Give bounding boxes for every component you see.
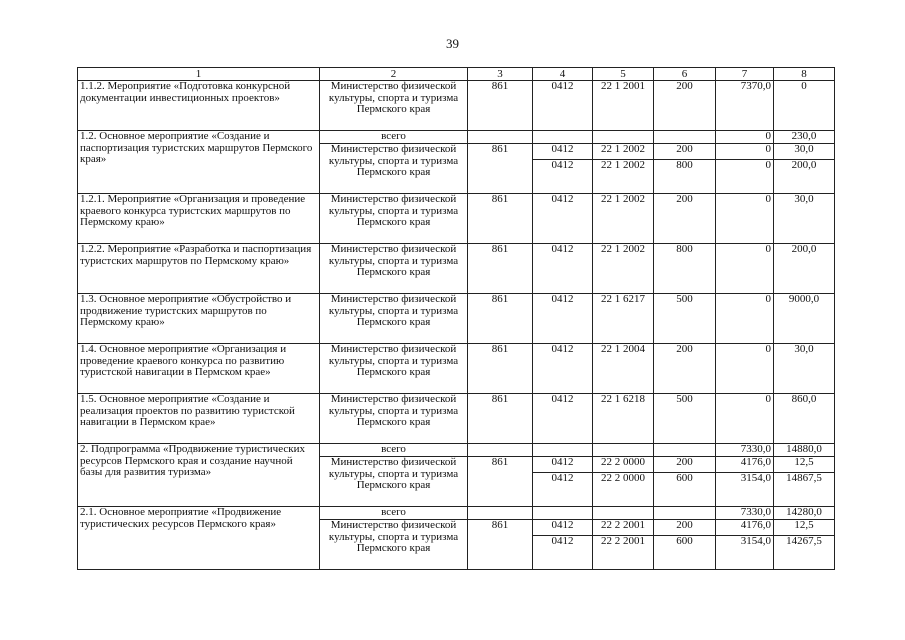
cell-c8: 9000,0	[774, 294, 835, 344]
executor-name: Министерство физической культуры, спорта и туризма Пермского края	[320, 520, 468, 570]
cell-c4: 0412	[533, 536, 593, 570]
cell-c7: 3154,0	[716, 473, 774, 507]
column-header: 2	[320, 68, 468, 81]
budget-table	[77, 67, 835, 570]
executor-name: Министерство физической культуры, спорта и туризма Пермского края	[320, 344, 468, 394]
cell-c5: 22 2 0000	[593, 473, 654, 507]
cell-c4: 0412	[533, 344, 593, 394]
activity-name: 1.2.1. Мероприятие «Организация и проведение краевого конкурса туристских маршрутов по Пермскому краю»	[78, 194, 320, 244]
cell-empty	[593, 131, 654, 144]
cell-c4: 0412	[533, 457, 593, 473]
cell-c6: 200	[654, 194, 716, 244]
cell-c7: 7370,0	[716, 81, 774, 131]
cell-c8: 230,0	[774, 131, 835, 144]
cell-c5: 22 1 2004	[593, 344, 654, 394]
cell-empty	[654, 131, 716, 144]
cell-c6: 200	[654, 81, 716, 131]
cell-c3: 861	[468, 81, 533, 131]
cell-c8: 12,5	[774, 457, 835, 473]
table-row-total	[78, 444, 835, 457]
cell-c4: 0412	[533, 144, 593, 160]
cell-c5: 22 1 2002	[593, 144, 654, 160]
cell-c8: 14867,5	[774, 473, 835, 507]
cell-empty	[468, 444, 533, 457]
cell-c8: 200,0	[774, 160, 835, 194]
cell-empty	[533, 131, 593, 144]
cell-empty	[654, 444, 716, 457]
cell-c3: 861	[468, 344, 533, 394]
executor-name: Министерство физической культуры, спорта и туризма Пермского края	[320, 194, 468, 244]
cell-c6: 200	[654, 457, 716, 473]
cell-c8: 30,0	[774, 344, 835, 394]
cell-c3: 861	[468, 244, 533, 294]
table-row	[78, 344, 835, 394]
cell-c4: 0412	[533, 244, 593, 294]
cell-c7: 7330,0	[716, 444, 774, 457]
page-number: 39	[446, 36, 459, 51]
table-header-row	[78, 68, 835, 81]
cell-c5: 22 1 6217	[593, 294, 654, 344]
cell-c4: 0412	[533, 160, 593, 194]
column-header: 8	[774, 68, 835, 81]
activity-name: 1.2. Основное мероприятие «Создание и паспортизация туристских маршрутов Пермского края»	[78, 131, 320, 194]
cell-c7: 0	[716, 160, 774, 194]
executor-name: Министерство физической культуры, спорта и туризма Пермского края	[320, 294, 468, 344]
cell-c7: 3154,0	[716, 536, 774, 570]
table-row	[78, 194, 835, 244]
activity-name: 1.4. Основное мероприятие «Организация и проведение краевого конкурса по развитию туристской навигации в Пермском крае»	[78, 344, 320, 394]
cell-c5: 22 1 2001	[593, 81, 654, 131]
table-row	[78, 294, 835, 344]
total-label: всего	[320, 444, 468, 457]
cell-c5: 22 2 0000	[593, 457, 654, 473]
cell-c7: 4176,0	[716, 457, 774, 473]
activity-name: 1.3. Основное мероприятие «Обустройство и продвижение туристских маршрутов по Пермскому краю»	[78, 294, 320, 344]
cell-c5: 22 1 2002	[593, 244, 654, 294]
table-row-total	[78, 507, 835, 520]
cell-c6: 800	[654, 160, 716, 194]
column-header: 3	[468, 68, 533, 81]
table-row	[78, 244, 835, 294]
cell-c8: 14267,5	[774, 536, 835, 570]
cell-c3: 861	[468, 194, 533, 244]
cell-empty	[468, 131, 533, 144]
cell-empty	[593, 507, 654, 520]
cell-c8: 30,0	[774, 194, 835, 244]
cell-c3: 861	[468, 144, 533, 194]
cell-c4: 0412	[533, 194, 593, 244]
table-row	[78, 394, 835, 444]
executor-name: Министерство физической культуры, спорта и туризма Пермского края	[320, 144, 468, 194]
cell-c8: 12,5	[774, 520, 835, 536]
cell-c8: 0	[774, 81, 835, 131]
cell-c5: 22 2 2001	[593, 536, 654, 570]
cell-c6: 800	[654, 244, 716, 294]
cell-c4: 0412	[533, 473, 593, 507]
cell-c3: 861	[468, 457, 533, 507]
table-row-total	[78, 131, 835, 144]
cell-c8: 14880,0	[774, 444, 835, 457]
column-header: 4	[533, 68, 593, 81]
cell-c6: 200	[654, 520, 716, 536]
cell-empty	[654, 507, 716, 520]
cell-c6: 600	[654, 536, 716, 570]
activity-name: 1.5. Основное мероприятие «Создание и реализация проектов по развитию туристской навигации в Пермском крае»	[78, 394, 320, 444]
cell-c4: 0412	[533, 520, 593, 536]
cell-c7: 7330,0	[716, 507, 774, 520]
cell-c6: 200	[654, 344, 716, 394]
executor-name: Министерство физической культуры, спорта и туризма Пермского края	[320, 81, 468, 131]
cell-c6: 200	[654, 144, 716, 160]
cell-c5: 22 1 6218	[593, 394, 654, 444]
cell-c8: 14280,0	[774, 507, 835, 520]
cell-c7: 0	[716, 394, 774, 444]
executor-name: Министерство физической культуры, спорта и туризма Пермского края	[320, 244, 468, 294]
cell-c6: 600	[654, 473, 716, 507]
cell-c4: 0412	[533, 294, 593, 344]
column-header: 5	[593, 68, 654, 81]
total-label: всего	[320, 131, 468, 144]
cell-c4: 0412	[533, 81, 593, 131]
cell-c7: 0	[716, 194, 774, 244]
cell-c6: 500	[654, 394, 716, 444]
table-row	[78, 81, 835, 131]
cell-c8: 30,0	[774, 144, 835, 160]
cell-c7: 0	[716, 344, 774, 394]
column-header: 1	[78, 68, 320, 81]
cell-c5: 22 2 2001	[593, 520, 654, 536]
activity-name: 2. Подпрограмма «Продвижение туристических ресурсов Пермского края и создание научной базы для развития туризма»	[78, 444, 320, 507]
cell-c3: 861	[468, 520, 533, 570]
activity-name: 2.1. Основное мероприятие «Продвижение туристических ресурсов Пермского края»	[78, 507, 320, 570]
cell-c7: 0	[716, 144, 774, 160]
cell-c3: 861	[468, 394, 533, 444]
activity-name: 1.1.2. Мероприятие «Подготовка конкурсной документации инвестиционных проектов»	[78, 81, 320, 131]
cell-c5: 22 1 2002	[593, 160, 654, 194]
cell-c5: 22 1 2002	[593, 194, 654, 244]
cell-c7: 0	[716, 131, 774, 144]
cell-c8: 860,0	[774, 394, 835, 444]
executor-name: Министерство физической культуры, спорта и туризма Пермского края	[320, 457, 468, 507]
activity-name: 1.2.2. Мероприятие «Разработка и паспортизация туристских маршрутов по Пермскому краю»	[78, 244, 320, 294]
cell-empty	[593, 444, 654, 457]
cell-c3: 861	[468, 294, 533, 344]
cell-empty	[533, 444, 593, 457]
cell-c4: 0412	[533, 394, 593, 444]
cell-c7: 0	[716, 244, 774, 294]
executor-name: Министерство физической культуры, спорта и туризма Пермского края	[320, 394, 468, 444]
cell-empty	[533, 507, 593, 520]
column-header: 7	[716, 68, 774, 81]
total-label: всего	[320, 507, 468, 520]
cell-c8: 200,0	[774, 244, 835, 294]
cell-c7: 0	[716, 294, 774, 344]
cell-c7: 4176,0	[716, 520, 774, 536]
cell-empty	[468, 507, 533, 520]
cell-c6: 500	[654, 294, 716, 344]
column-header: 6	[654, 68, 716, 81]
